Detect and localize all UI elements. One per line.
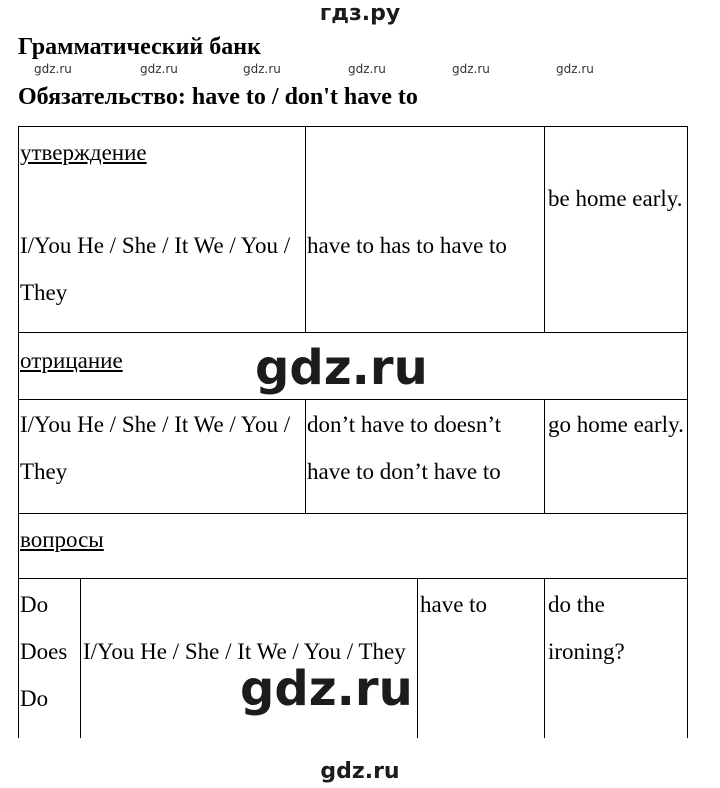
- table-divider: [544, 399, 545, 513]
- questions-subjects: I/You He / She / It We / You / They: [83, 639, 406, 664]
- affirmative-rest: be home early.: [548, 186, 683, 211]
- watermark-big: gdz.ru: [240, 661, 413, 717]
- watermark-small: gdz.ru: [556, 62, 594, 76]
- table-divider: [19, 578, 688, 579]
- table-divider: [417, 578, 418, 738]
- questions-label: вопросы: [20, 527, 104, 552]
- table-divider: [19, 399, 688, 400]
- page-title: Грамматический банк: [18, 34, 261, 60]
- table-divider: [305, 399, 306, 513]
- affirmative-label: утверждение: [20, 140, 147, 165]
- table-divider: [19, 513, 688, 514]
- watermark-small: gdz.ru: [452, 62, 490, 76]
- section-subtitle: Обязательство: have to / don't have to: [18, 84, 418, 110]
- negative-label: отрицание: [20, 348, 123, 373]
- watermark-small: gdz.ru: [348, 62, 386, 76]
- questions-aux: Do Does Do: [20, 592, 68, 711]
- table-divider: [19, 332, 688, 333]
- negative-rest: go home early.: [548, 412, 684, 437]
- table-divider: [544, 127, 545, 332]
- questions-verb: have to: [420, 592, 488, 617]
- questions-rest: do the ironing?: [548, 592, 625, 664]
- table-divider: [80, 578, 81, 738]
- watermark-big: gdz.ru: [255, 340, 428, 396]
- affirmative-subjects-cell: [19, 127, 305, 332]
- negative-subjects: I/You He / She / It We / You / They: [20, 412, 291, 484]
- site-brand-top[interactable]: гдз.ру: [319, 1, 401, 26]
- table-divider: [305, 127, 306, 332]
- watermark-small: gdz.ru: [34, 62, 72, 76]
- negative-verb: don’t have to doesn’t have to don’t have to: [307, 412, 501, 484]
- site-brand-bottom[interactable]: gdz.ru: [320, 759, 400, 784]
- grammar-table: [18, 126, 688, 738]
- watermark-small: gdz.ru: [140, 62, 178, 76]
- table-divider: [544, 578, 545, 738]
- watermark-small: gdz.ru: [243, 62, 281, 76]
- affirmative-verb: have to has to have to: [307, 233, 507, 258]
- affirmative-subjects: I/You He / She / It We / You / They: [20, 233, 291, 305]
